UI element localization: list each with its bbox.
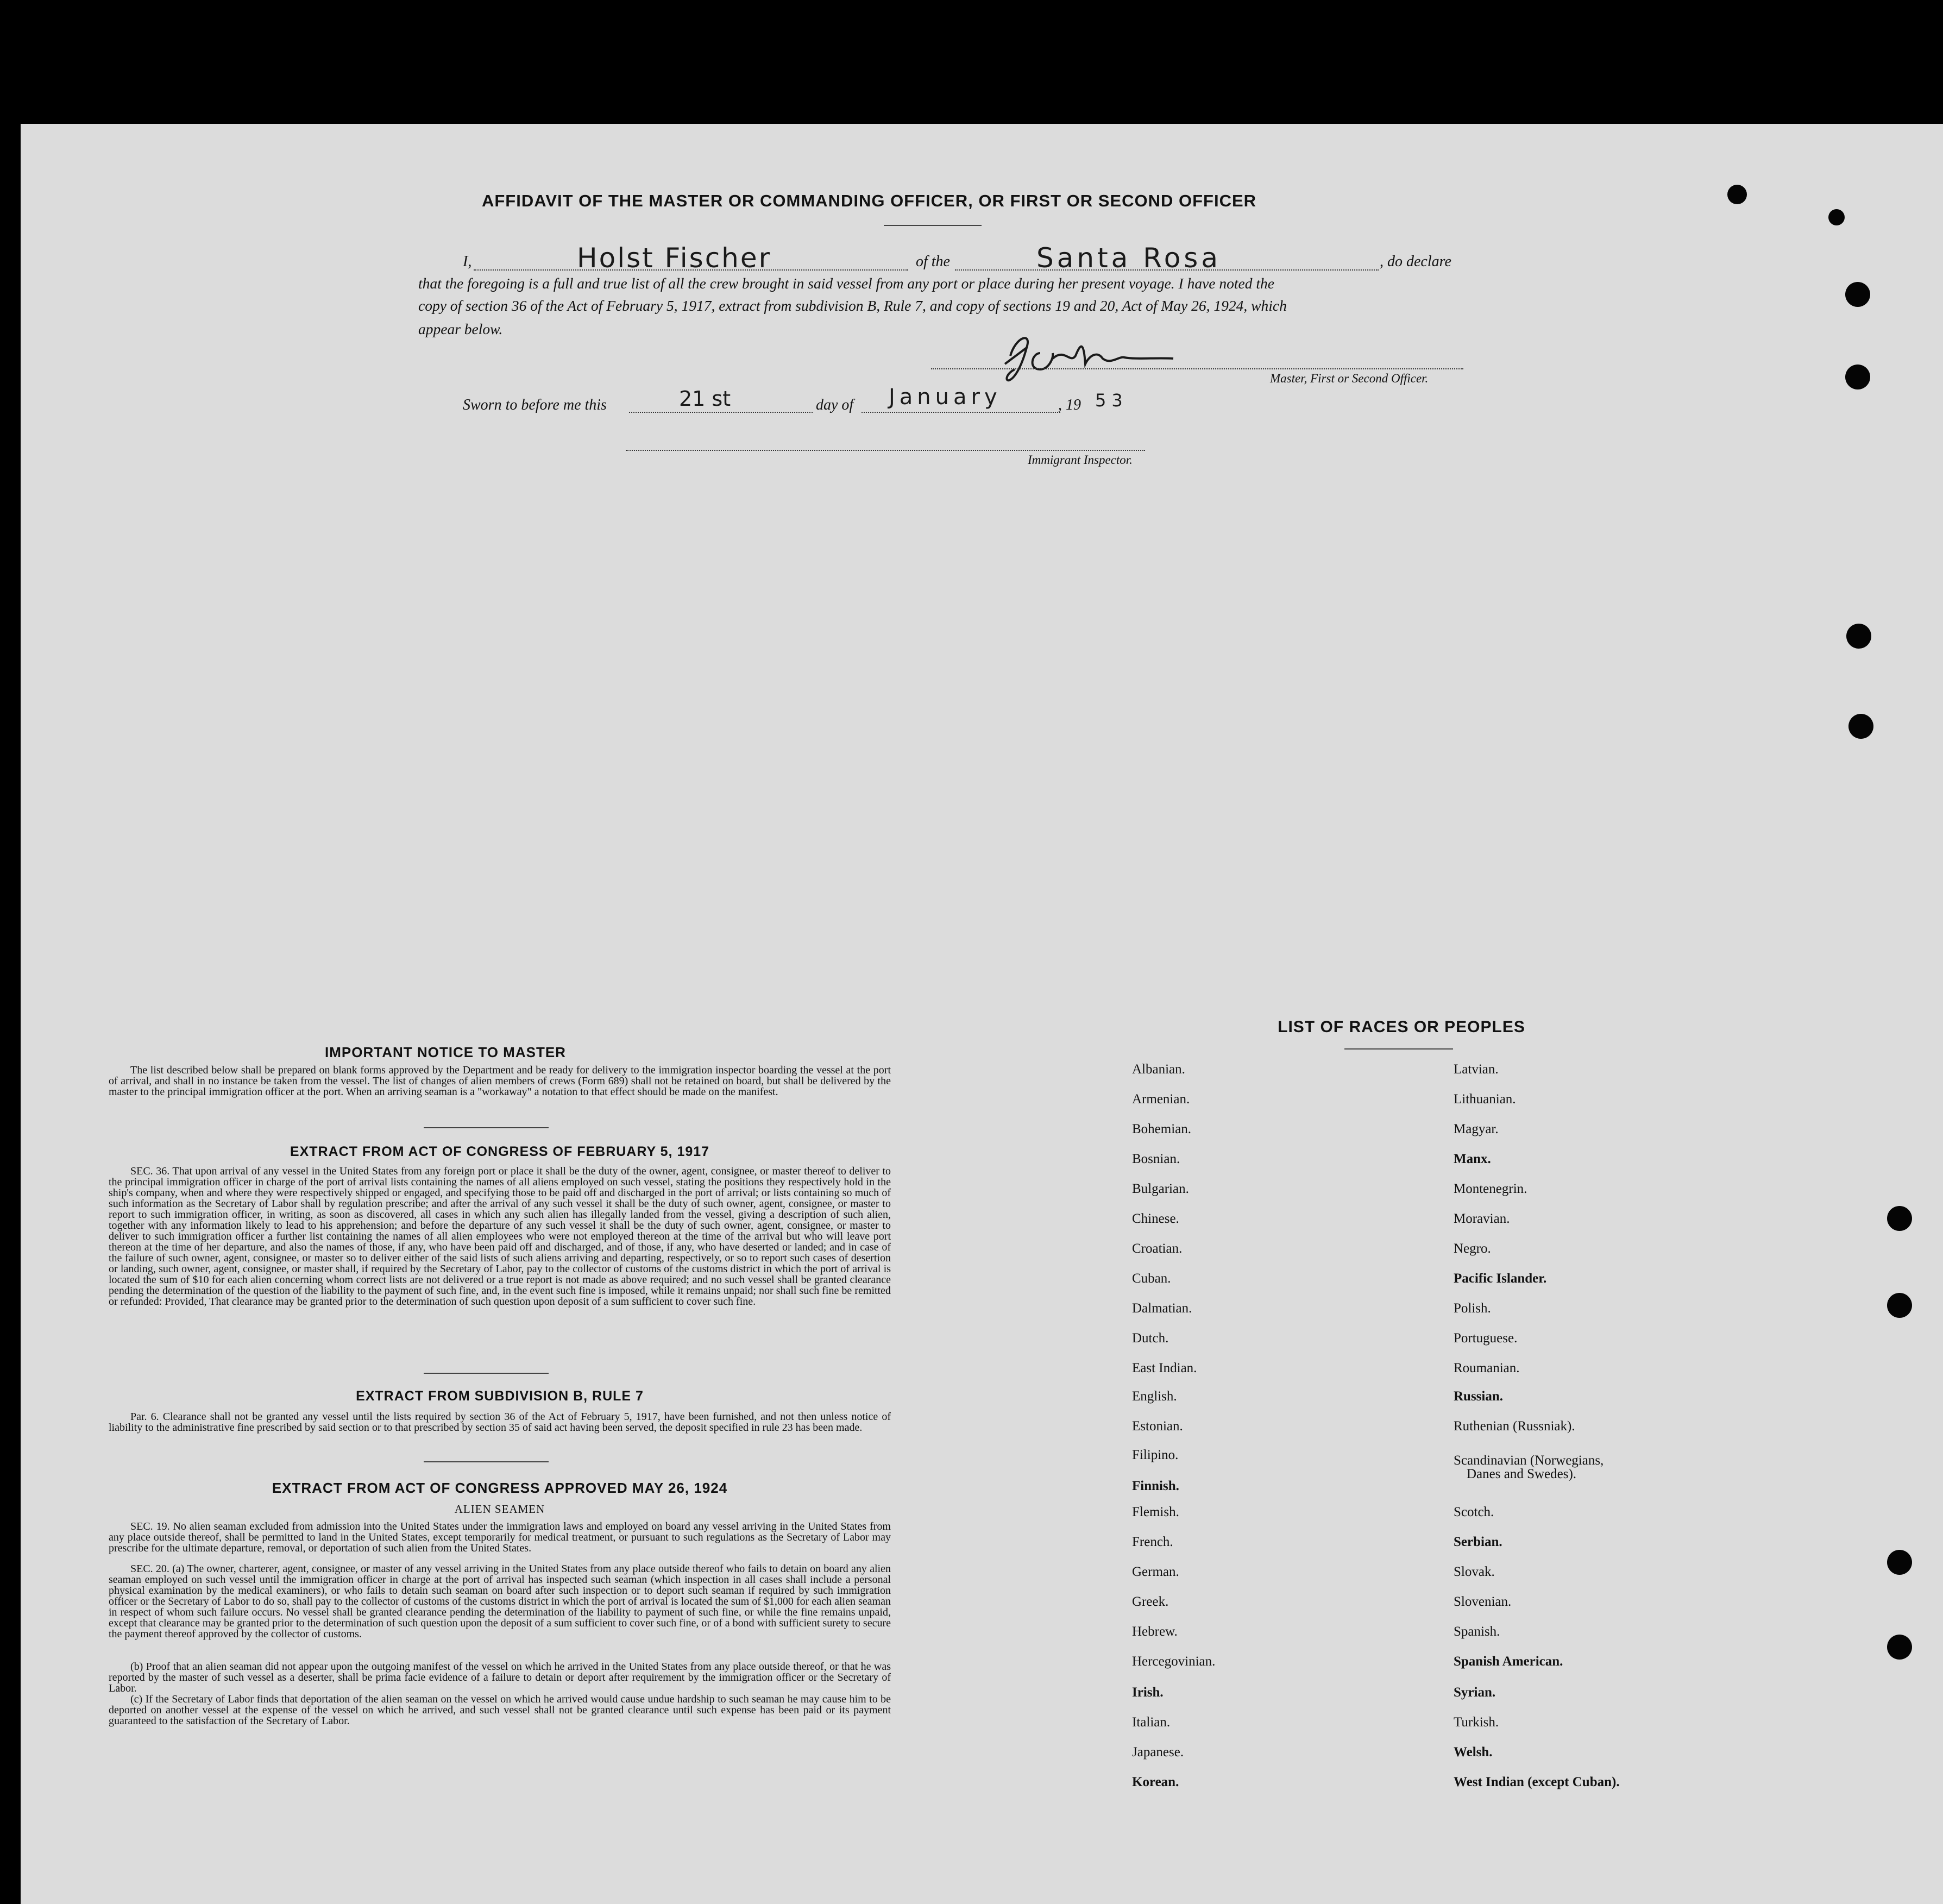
race-item: Manx. — [1454, 1152, 1491, 1166]
punch-hole — [1828, 209, 1845, 225]
race-item: Russian. — [1454, 1389, 1504, 1404]
signature-line — [931, 368, 1463, 369]
race-item: Croatian. — [1132, 1241, 1183, 1256]
race-item: Serbian. — [1454, 1535, 1502, 1549]
alien-seamen-subtitle: ALIEN SEAMEN — [454, 1503, 545, 1516]
sworn-day-field[interactable]: 21 st — [679, 387, 731, 411]
punch-hole — [1845, 282, 1870, 307]
race-item: Italian. — [1132, 1715, 1171, 1730]
extract-1917-title: EXTRACT FROM ACT OF CONGRESS OF FEBRUARY 5, 1917 — [290, 1144, 710, 1159]
divider — [424, 1373, 549, 1374]
race-item: West Indian (except Cuban). — [1454, 1775, 1620, 1789]
punch-hole — [1848, 714, 1873, 739]
title-divider — [884, 225, 982, 226]
race-item: German. — [1132, 1564, 1179, 1579]
punch-hole — [1887, 1635, 1912, 1660]
of-the-label: of the — [916, 253, 950, 270]
race-item: Bohemian. — [1132, 1122, 1192, 1136]
inspector-signature-line — [626, 450, 1145, 451]
race-item: Armenian. — [1132, 1092, 1190, 1107]
punch-hole — [1887, 1206, 1912, 1231]
year-prefix: , 19 — [1058, 397, 1081, 413]
race-item: Magyar. — [1454, 1122, 1499, 1136]
race-item: Montenegrin. — [1454, 1182, 1527, 1196]
race-item: Hercegovinian. — [1132, 1654, 1216, 1669]
races-title: LIST OF RACES OR PEOPLES — [1278, 1018, 1525, 1036]
sec-20b-text: (b) Proof that an alien seaman did not appear upon the outgoing manifest of the vessel on which he arrived in the United States from any place outside thereof, or that he was reported by the master of such vessel as a deserter, shall be prima facie evidence of a failure to detain or deport after requirement by the immigration officer or the Secretary of Labor. — [109, 1661, 891, 1694]
race-item: Turkish. — [1454, 1715, 1499, 1730]
race-item: Ruthenian (Russniak). — [1454, 1419, 1575, 1434]
race-item: Chinese. — [1132, 1211, 1179, 1226]
affidavit-body-line-1: that the foregoing is a full and true list of all the crew brought in said vessel from any port or place during her present voyage. I have noted the — [418, 275, 1274, 292]
year-field[interactable]: 53 — [1095, 390, 1128, 411]
sworn-day-underline — [629, 412, 813, 413]
do-declare-label: , do declare — [1380, 253, 1451, 270]
extract-1924-title: EXTRACT FROM ACT OF CONGRESS APPROVED MAY 26, 1924 — [272, 1480, 728, 1496]
race-item: Spanish American. — [1454, 1654, 1563, 1669]
race-item: Spanish. — [1454, 1624, 1500, 1639]
punch-hole — [1845, 365, 1870, 389]
master-signature — [994, 326, 1233, 386]
race-item: Slovak. — [1454, 1564, 1495, 1579]
race-item: Latvian. — [1454, 1062, 1499, 1077]
race-item: Lithuanian. — [1454, 1092, 1516, 1107]
race-item: Roumanian. — [1454, 1361, 1520, 1375]
race-item: Polish. — [1454, 1301, 1491, 1316]
race-item: Portuguese. — [1454, 1331, 1518, 1346]
vessel-name-field[interactable]: Santa Rosa — [1036, 242, 1221, 274]
punch-hole — [1846, 624, 1871, 649]
affidavit-body-line-2: copy of section 36 of the Act of February 5, 1917, extract from subdivision B, Rule 7, and copy of sections 19 and 20, Act of May 26, 1924, which — [418, 297, 1287, 314]
inspector-caption: Immigrant Inspector. — [1028, 453, 1133, 467]
race-item: Flemish. — [1132, 1505, 1179, 1519]
affidavit-title: AFFIDAVIT OF THE MASTER OR COMMANDING OFFICER, OR FIRST OR SECOND OFFICER — [481, 191, 1257, 210]
sec-20a-text: SEC. 20. (a) The owner, charterer, agent, consignee, or master of any vessel arriving in the United States from any place outside thereof who fails to detain on board any alien seaman employed on such vessel until the immigration officer in charge at the port of arrival has inspected such seaman (which inspection in all cases shall include a personal physical examination by the medical examiners), or who fails to detain such seaman on board after such inspection or to deport such seaman if required by such immigration officer or the Secretary of Labor to do so, shall pay to the collector of customs of the customs district in which the port of arrival is located the sum of $1,000 for each alien seaman in respect of whom such failure occurs. No vessel shall be granted clearance pending the determination of the liability to payment of such fine, or while the fine remains unpaid, except that clearance may be granted prior to the determination of such question upon the deposit of a sum sufficient to cover such fine, or of a bond with sufficient surety to secure the payment thereof approved by the collector of customs. — [109, 1563, 891, 1640]
race-item: Japanese. — [1132, 1745, 1184, 1760]
master-name-field[interactable]: Holst Fischer — [577, 242, 772, 274]
affidavit-body-line-3: appear below. — [418, 321, 503, 337]
race-item: Syrian. — [1454, 1685, 1496, 1700]
notice-title: IMPORTANT NOTICE TO MASTER — [325, 1044, 566, 1060]
race-item: Scotch. — [1454, 1505, 1494, 1519]
notice-text: The list described below shall be prepared on blank forms approved by the Department and be ready for delivery to the immigration inspector boarding the vessel at the port of arrival, and shall in no instance be taken from the vessel. The list of changes of alien members of crews (Form 689) shall not be retained on board, but shall be delivered by the master to the principal immigration officer at the port. When an arriving seaman is a "workaway" a notation to that effect should be made on the manifest. — [109, 1064, 891, 1098]
signature-caption: Master, First or Second Officer. — [1270, 372, 1429, 385]
divider — [424, 1461, 549, 1462]
race-item: Greek. — [1132, 1594, 1169, 1609]
race-item: Cuban. — [1132, 1271, 1171, 1286]
race-item: Bulgarian. — [1132, 1182, 1189, 1196]
punch-hole — [1727, 185, 1747, 204]
race-item: Irish. — [1132, 1685, 1164, 1700]
race-item: Danes and Swedes). — [1467, 1467, 1577, 1481]
race-item: French. — [1132, 1535, 1173, 1549]
race-item: Welsh. — [1454, 1745, 1493, 1760]
punch-hole — [1887, 1293, 1912, 1318]
race-item: Pacific Islander. — [1454, 1271, 1547, 1286]
races-divider — [1344, 1048, 1453, 1050]
race-item: Dalmatian. — [1132, 1301, 1192, 1316]
race-item: Hebrew. — [1132, 1624, 1178, 1639]
race-item: Slovenian. — [1454, 1594, 1512, 1609]
sec-20c-text: (c) If the Secretary of Labor finds that deportation of the alien seaman on the vessel on which he arrived would cause undue hardship to such seaman he may cause him to be deported on another vessel at the expense of the vessel on which he arrived, and such vessel shall not be granted clearance until such expense has been paid or its payment guaranteed to the satisfaction of the Secretary of Labor. — [109, 1693, 891, 1727]
sworn-month-underline — [862, 412, 1060, 413]
rule-7-text: Par. 6. Clearance shall not be granted any vessel until the lists required by section 36 of the Act of February 5, 1917, have been furnished, and not then unless notice of liability to the administrative fine prescribed by said section or to that prescribed by section 35 of said act having been served, the deposit specified in rule 23 has been made. — [109, 1411, 891, 1434]
punch-hole — [1887, 1550, 1912, 1575]
race-item: Albanian. — [1132, 1062, 1185, 1077]
sworn-label: Sworn to before me this — [463, 397, 607, 413]
sworn-month-field[interactable]: January — [889, 385, 1002, 410]
race-item: Filipino. — [1132, 1448, 1179, 1462]
race-item: Estonian. — [1132, 1419, 1183, 1434]
race-item: English. — [1132, 1389, 1177, 1404]
sec-19-text: SEC. 19. No alien seaman excluded from admission into the United States under the immigration laws and employed on board any vessel arriving in the United States from any place outside thereof, shall be permitted to land in the United States, except temporarily for medical treatment, or pursuant to such regulations as the Secretary of Labor may prescribe for the ultimate departure, removal, or deportation of such alien from the United States. — [109, 1520, 891, 1554]
race-item: Negro. — [1454, 1241, 1491, 1256]
race-item: Moravian. — [1454, 1211, 1510, 1226]
race-item: Bosnian. — [1132, 1152, 1180, 1166]
race-item: Scandinavian (Norwegians, — [1454, 1453, 1604, 1468]
race-item: East Indian. — [1132, 1361, 1197, 1375]
race-item: Korean. — [1132, 1775, 1179, 1789]
rule-7-title: EXTRACT FROM SUBDIVISION B, RULE 7 — [356, 1388, 644, 1404]
race-item: Finnish. — [1132, 1479, 1179, 1493]
divider — [424, 1127, 549, 1128]
day-of-label: day of — [816, 397, 854, 413]
race-item: Dutch. — [1132, 1331, 1169, 1346]
i-label: I, — [463, 253, 472, 270]
extract-1917-text: SEC. 36. That upon arrival of any vessel in the United States from any foreign port or place it shall be the duty of the owner, agent, consignee, or master thereof to deliver to the principal immigration officer in charge of the port of arrival lists containing the names of all aliens employed on such vessel, stating the positions they respectively hold in the ship's company, when and where they were respectively shipped or engaged, and specifying those to be paid off and discharged in the port of arrival; or lists containing so much of such information as the Secretary of Labor shall by regulation prescribe; and after the arrival of any such vessel it shall be the duty of such owner, agent, consignee, or master to report to such immigration officer, in writing, as soon as discovered, all cases in which any such alien has illegally landed from the vessel, giving a description of such alien, together with any information likely to lead to his apprehension; and before the departure of any such vessel it shall be the duty of such owner, agent, consignee, or master to deliver to such immigration officer a further list containing the names of all alien employees who were not employed thereon at the time of the arrival but who will leave port thereon at the time of her departure, and also the names of those, if any, who have been paid off and discharged, and of those, if any, who have deserted or landed; and in case of the failure of such owner, agent, consignee, or master so to deliver either of the said lists of such aliens arriving and departing, respectively, or so to report such cases of desertion or landing, such owner, agent, consignee, or master shall, if required by the Secretary of Labor, pay to the collector of customs of the customs district in which the port of arrival is located the sum of $10 for each alien concerning whom correct lists are not delivered or a true report is not made as above required; and no such vessel shall be granted clearance pending the determination of the question of the liability to the payment of such fine, and, in the event such fine is imposed, while it remains unpaid; nor shall such fine be remitted or refunded: Provided, That clearance may be granted prior to the determination of such question upon deposit of a sum sufficient to cover such fine. — [109, 1165, 891, 1308]
